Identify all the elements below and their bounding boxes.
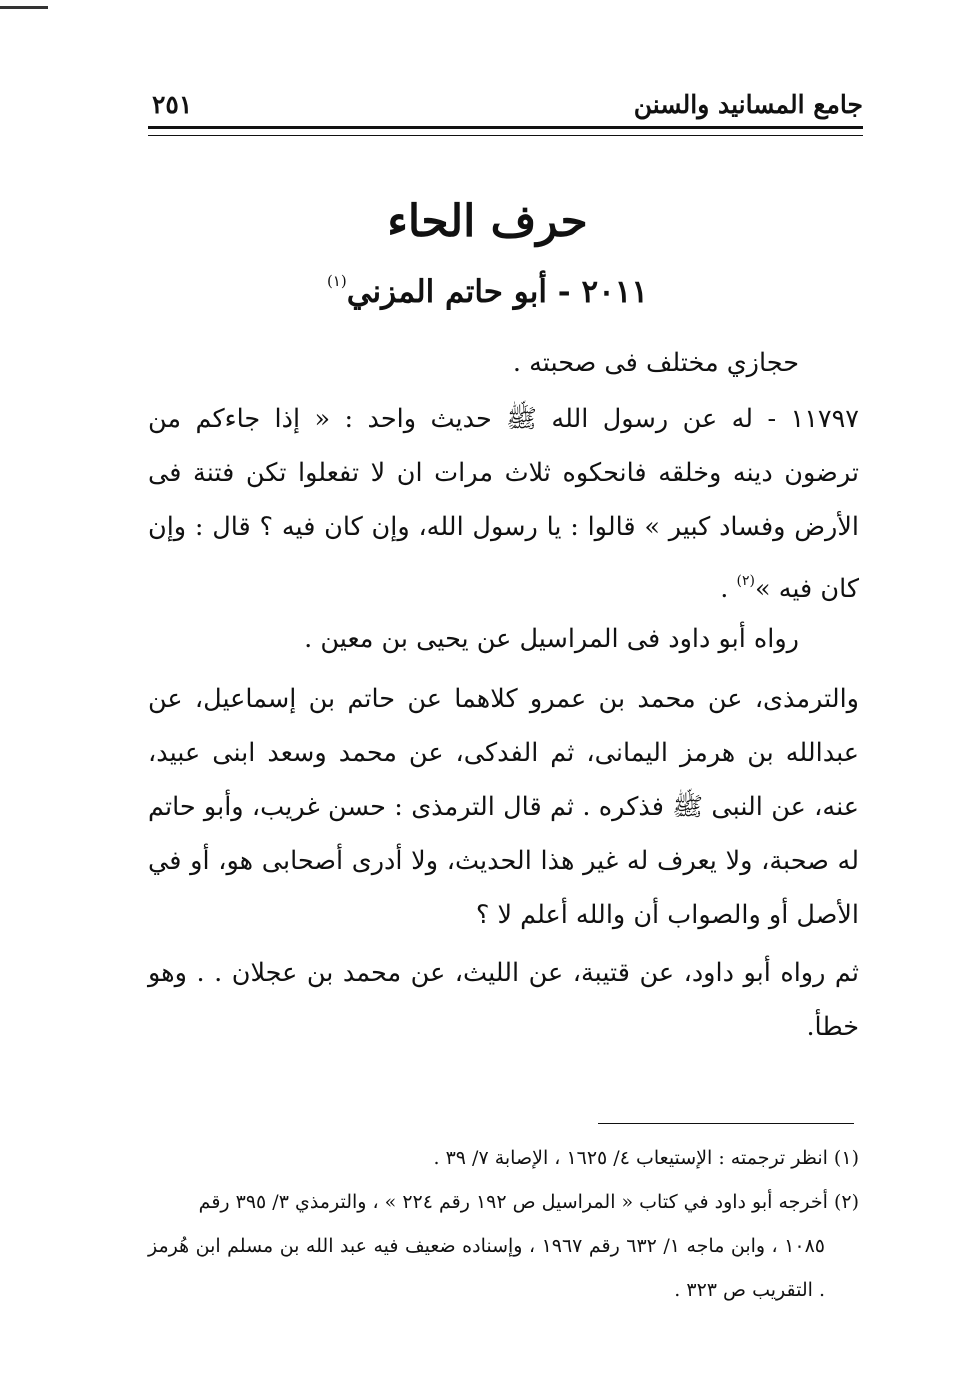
chapter-title: حرف الحاء xyxy=(387,196,588,247)
footnotes xyxy=(148,1136,859,1312)
running-header xyxy=(148,84,863,128)
footnote-2: (٢) أخرجه أبو داود في كتاب « المراسيل ص ١٩٢ رقم ٢٢٤ » ، والترمذي ٣/ ٣٩٥ رقم xyxy=(198,1191,859,1213)
entry-heading xyxy=(0,272,975,310)
paragraph-tirmidhi: والترمذى، عن محمد بن عمرو كلاهما عن حاتم بن إسماعيل، عن عبدالله بن هرمز اليمانى، ثم الفدكى، عن محمد وسعد ابنى عبيد، عنه، عن النبى ﷺ فذكره . ثم قال الترمذى : حسن غريب، وأبو حاتم له صحبة، ولا يعرف له غير هذا الحديث، ولا أدرى أصحابى هو، أو في الأصل أو والصواب أن والله أعلم لا ؟ xyxy=(148,684,859,930)
footnote-1: (١) انظر ترجمته : الإستيعاب ٤/ ١٦٢٥ ، الإصابة ٧/ ٣٩ . xyxy=(433,1147,859,1169)
paragraph-thumma: ثم رواه أبو داود، عن قتيبة، عن الليث، عن محمد بن عجلان . . وهو خطأ. xyxy=(148,958,859,1042)
scan-corner-mark xyxy=(0,6,48,9)
book-title: جامع المسانيد والسنن xyxy=(633,90,863,119)
hadith-end: . xyxy=(720,574,737,604)
entry-heading-text: ٢٠١١ - أبو حاتم المزني xyxy=(346,274,649,310)
footnote-ref-1: (١) xyxy=(326,272,347,290)
footnote-separator xyxy=(598,1123,854,1124)
page-number: ٢٥١ xyxy=(152,90,193,119)
paragraph-rawah: رواه أبو داود فى المراسيل عن يحيى بن معين . xyxy=(304,624,799,654)
footnote-2-continuation: ١٠٨٥ ، وابن ماجه ١/ ٦٣٢ رقم ١٩٦٧ ، وإسناده ضعيف فيه عبد الله بن مسلم ابن هُرمز . التقريب ص ٣٢٣ . xyxy=(148,1235,825,1301)
paragraph-hadith xyxy=(148,392,859,616)
hadith-text: ١١٧٩٧ - له عن رسول الله ﷺ حديث واحد : « إذا جاءكم من ترضون دينه وخلقه فانحكوه ثلاث مرات ان لا تفعلوا تكن فتنة فى الأرض وفساد كبير » قالوا : يا رسول الله، وإن كان فيه ؟ قال : وإن كان فيه » xyxy=(148,404,859,604)
footnote-ref-2: (٢) xyxy=(736,573,755,589)
paragraph-intro: حجازي مختلف فى صحبته . xyxy=(512,348,799,378)
header-rule xyxy=(148,126,863,136)
